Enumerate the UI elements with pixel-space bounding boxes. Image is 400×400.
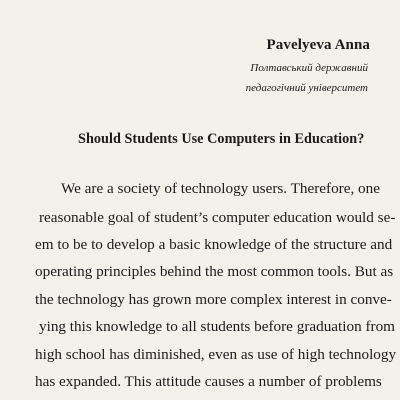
body-text-line: operating principles behind the most common tools. But as	[35, 263, 394, 280]
body-text-line: reasonable goal of student’s computer education would se-	[39, 209, 396, 226]
article-title: Should Students Use Computers in Education?	[78, 131, 365, 147]
body-text-line: We are a society of technology users. Therefore, one	[61, 180, 380, 197]
body-text-line: high school has diminished, even as use of high technology	[35, 346, 397, 363]
body-text-line: has expanded. This attitude causes a number of problems	[35, 373, 382, 390]
author-name: Pavelyeva Anna	[266, 37, 370, 53]
body-text-line: em to be to develop a basic knowledge of the structure and	[35, 236, 393, 253]
body-text-line: the technology has grown more complex interest in conve-	[35, 291, 392, 308]
affiliation-line-2: педагогічний університет	[245, 82, 368, 94]
body-text-line: ying this knowledge to all students before graduation from	[39, 318, 395, 335]
affiliation-line-1: Полтавський державний	[250, 62, 368, 74]
